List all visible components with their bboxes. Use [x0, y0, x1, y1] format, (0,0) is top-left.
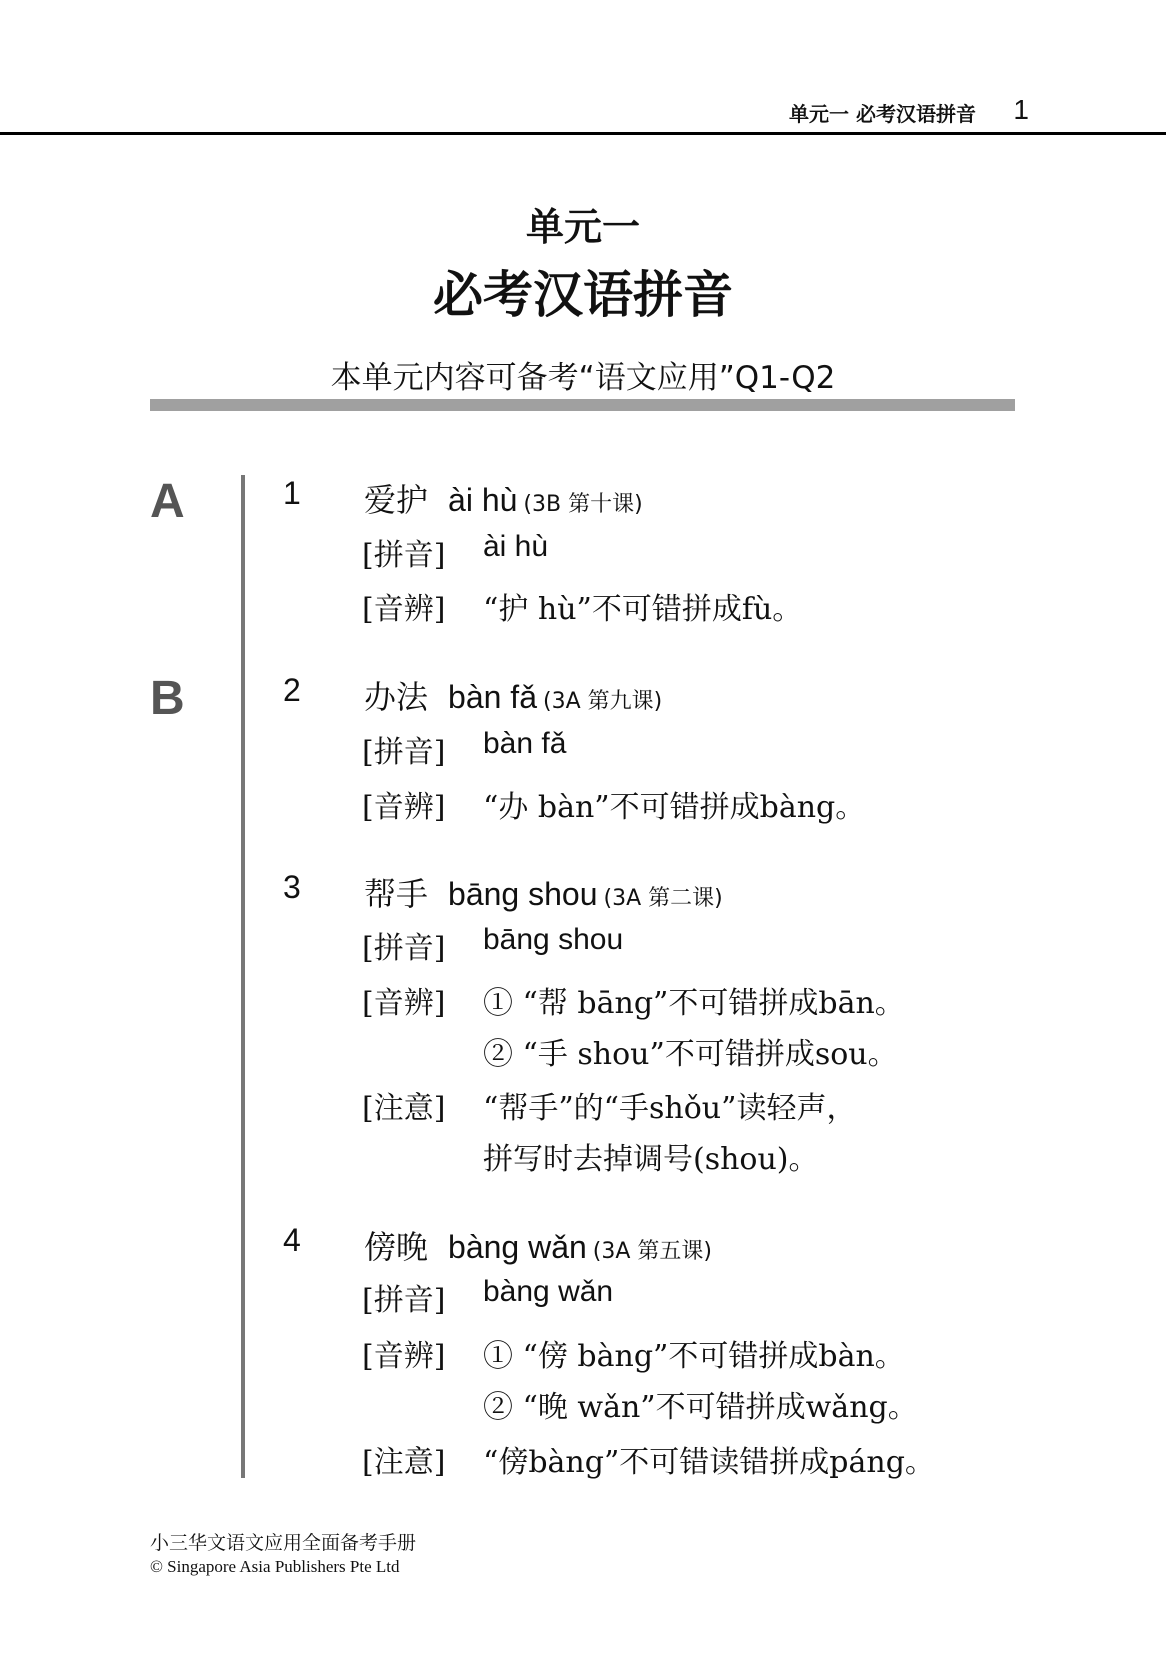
lesson-source: (3B 第十课) [523, 492, 643, 517]
label-note: [注意] [362, 1445, 446, 1480]
running-header: 单元一 必考汉语拼音 [789, 102, 976, 126]
entry-headword [364, 869, 723, 915]
pinyin-text: bàn fǎ [483, 727, 567, 760]
label-pinyin: [拼音] [362, 538, 446, 573]
entry-headword [364, 672, 662, 718]
entry-number: 3 [283, 869, 301, 905]
footer-book-title: 小三华文语文应用全面备考手册 [150, 1532, 417, 1554]
pinyin-text: bāng shou [483, 923, 624, 956]
distinguish-text: “护 hù”不可错拼成fù。 [483, 592, 803, 627]
label-pinyin: [拼音] [362, 735, 446, 770]
label-distinguish: [音辨] [362, 1339, 446, 1374]
distinguish-text: “办 bàn”不可错拼成bàng。 [483, 790, 866, 825]
pinyin-text: bàng wǎn [483, 1275, 614, 1308]
word-pinyin: ài hù [448, 482, 518, 518]
lesson-source: (3A 第九课) [542, 689, 663, 714]
label-pinyin: [拼音] [362, 931, 446, 966]
title-divider-bar [150, 399, 1015, 411]
note-text: 拼写时去掉调号(shou)。 [483, 1142, 819, 1177]
header-divider [0, 132, 1166, 135]
footer-copyright: © Singapore Asia Publishers Pte Ltd [150, 1557, 400, 1576]
note-text: “帮手”的“手shǒu”读轻声， [483, 1091, 857, 1126]
entry-headword [364, 1222, 712, 1268]
label-distinguish: [音辨] [362, 790, 446, 825]
word: 傍晚 [364, 1228, 429, 1266]
lesson-source: (3A 第二课) [603, 886, 723, 911]
lesson-source: (3A 第五课) [592, 1239, 713, 1264]
label-distinguish: [音辨] [362, 986, 446, 1021]
distinguish-text: ② “手 shou”不可错拼成sou。 [483, 1037, 898, 1072]
page-title: 必考汉语拼音 [433, 266, 733, 324]
pinyin-text: ài hù [483, 530, 549, 563]
page-number: 1 [1013, 94, 1029, 125]
distinguish-text: ② “晚 wǎn”不可错拼成wǎng。 [483, 1390, 918, 1425]
note-text: “傍bàng”不可错读错拼成páng。 [483, 1445, 935, 1480]
distinguish-text: ① “傍 bàng”不可错拼成bàn。 [483, 1339, 905, 1374]
subtitle: 本单元内容可备考“语文应用”Q1-Q2 [330, 360, 836, 396]
entry-headword [364, 475, 643, 521]
distinguish-text: ① “帮 bāng”不可错拼成bān。 [483, 986, 905, 1021]
word-pinyin: bàng wǎn [448, 1229, 587, 1265]
word: 爱护 [364, 481, 429, 519]
label-pinyin: [拼音] [362, 1283, 446, 1318]
word-pinyin: bāng shou [448, 876, 598, 912]
label-note: [注意] [362, 1091, 446, 1126]
word: 帮手 [364, 875, 429, 913]
label-distinguish: [音辨] [362, 592, 446, 627]
entry-number: 4 [283, 1222, 301, 1258]
entry-number: 1 [283, 475, 301, 511]
unit-title: 单元一 [525, 205, 640, 249]
section-divider-line [241, 475, 245, 1478]
word-pinyin: bàn fǎ [448, 679, 537, 715]
section-letter-a: A [150, 475, 185, 528]
word: 办法 [364, 678, 429, 716]
entry-number: 2 [283, 672, 301, 708]
section-letter-b: B [150, 672, 185, 725]
